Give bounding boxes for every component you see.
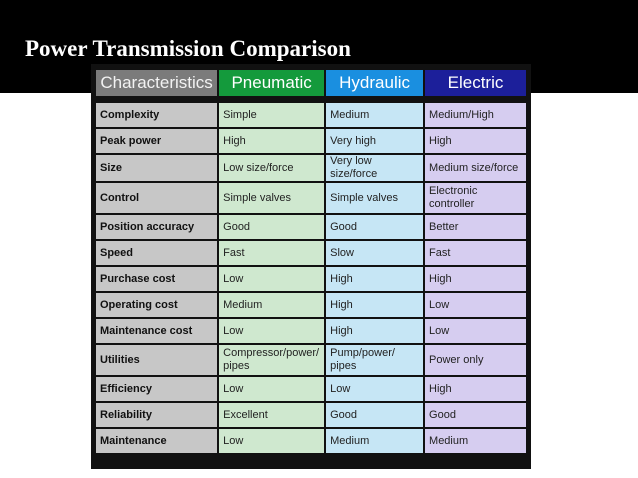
cell-pneumatic: High	[219, 129, 324, 153]
row-label: Operating cost	[96, 293, 217, 317]
cell-hydraulic: Pump/power/ pipes	[326, 345, 423, 375]
row-label: Maintenance	[96, 429, 217, 453]
cell-hydraulic: Slow	[326, 241, 423, 265]
table-row	[96, 377, 526, 401]
cell-hydraulic: Medium	[326, 429, 423, 453]
table-row	[96, 215, 526, 239]
comparison-table-frame	[91, 64, 531, 469]
comparison-table	[94, 68, 528, 455]
cell-hydraulic: Low	[326, 377, 423, 401]
cell-electric: Electronic controller	[425, 183, 526, 213]
header-pneumatic: Pneumatic	[219, 70, 324, 96]
cell-hydraulic: Medium	[326, 103, 423, 127]
row-label: Peak power	[96, 129, 217, 153]
row-label: Control	[96, 183, 217, 213]
cell-electric: Medium size/force	[425, 155, 526, 181]
cell-electric: Medium/High	[425, 103, 526, 127]
cell-hydraulic: High	[326, 267, 423, 291]
cell-hydraulic: High	[326, 319, 423, 343]
cell-pneumatic: Simple valves	[219, 183, 324, 213]
cell-hydraulic: Good	[326, 215, 423, 239]
row-label: Efficiency	[96, 377, 217, 401]
cell-hydraulic: Very high	[326, 129, 423, 153]
cell-pneumatic: Fast	[219, 241, 324, 265]
table-row	[96, 155, 526, 181]
table-row	[96, 403, 526, 427]
header-electric: Electric	[425, 70, 526, 96]
table-row	[96, 429, 526, 453]
header-row	[96, 70, 526, 96]
row-label: Purchase cost	[96, 267, 217, 291]
cell-pneumatic: Low size/force	[219, 155, 324, 181]
cell-electric: Fast	[425, 241, 526, 265]
cell-pneumatic: Simple	[219, 103, 324, 127]
header-hydraulic: Hydraulic	[326, 70, 423, 96]
row-label: Position accuracy	[96, 215, 217, 239]
cell-electric: Low	[425, 293, 526, 317]
cell-hydraulic: Very low size/force	[326, 155, 423, 181]
cell-pneumatic: Compressor/power/ pipes	[219, 345, 324, 375]
cell-pneumatic: Low	[219, 267, 324, 291]
table-row	[96, 293, 526, 317]
cell-electric: High	[425, 267, 526, 291]
header-characteristics: Characteristics	[96, 70, 217, 96]
cell-electric: High	[425, 377, 526, 401]
cell-electric: High	[425, 129, 526, 153]
row-label: Utilities	[96, 345, 217, 375]
table-row	[96, 267, 526, 291]
table-row	[96, 241, 526, 265]
row-label: Reliability	[96, 403, 217, 427]
table-row	[96, 319, 526, 343]
row-label: Speed	[96, 241, 217, 265]
header-gap	[96, 98, 526, 101]
cell-electric: Medium	[425, 429, 526, 453]
cell-electric: Power only	[425, 345, 526, 375]
slide-title: Power Transmission Comparison	[25, 36, 351, 61]
cell-electric: Good	[425, 403, 526, 427]
cell-hydraulic: Good	[326, 403, 423, 427]
row-label: Size	[96, 155, 217, 181]
table-row	[96, 129, 526, 153]
cell-pneumatic: Low	[219, 319, 324, 343]
row-label: Complexity	[96, 103, 217, 127]
table-row	[96, 183, 526, 213]
cell-pneumatic: Low	[219, 429, 324, 453]
row-label: Maintenance cost	[96, 319, 217, 343]
cell-electric: Better	[425, 215, 526, 239]
cell-hydraulic: High	[326, 293, 423, 317]
cell-pneumatic: Good	[219, 215, 324, 239]
table-row	[96, 345, 526, 375]
cell-pneumatic: Low	[219, 377, 324, 401]
cell-electric: Low	[425, 319, 526, 343]
cell-pneumatic: Excellent	[219, 403, 324, 427]
table-row	[96, 103, 526, 127]
cell-hydraulic: Simple valves	[326, 183, 423, 213]
cell-pneumatic: Medium	[219, 293, 324, 317]
